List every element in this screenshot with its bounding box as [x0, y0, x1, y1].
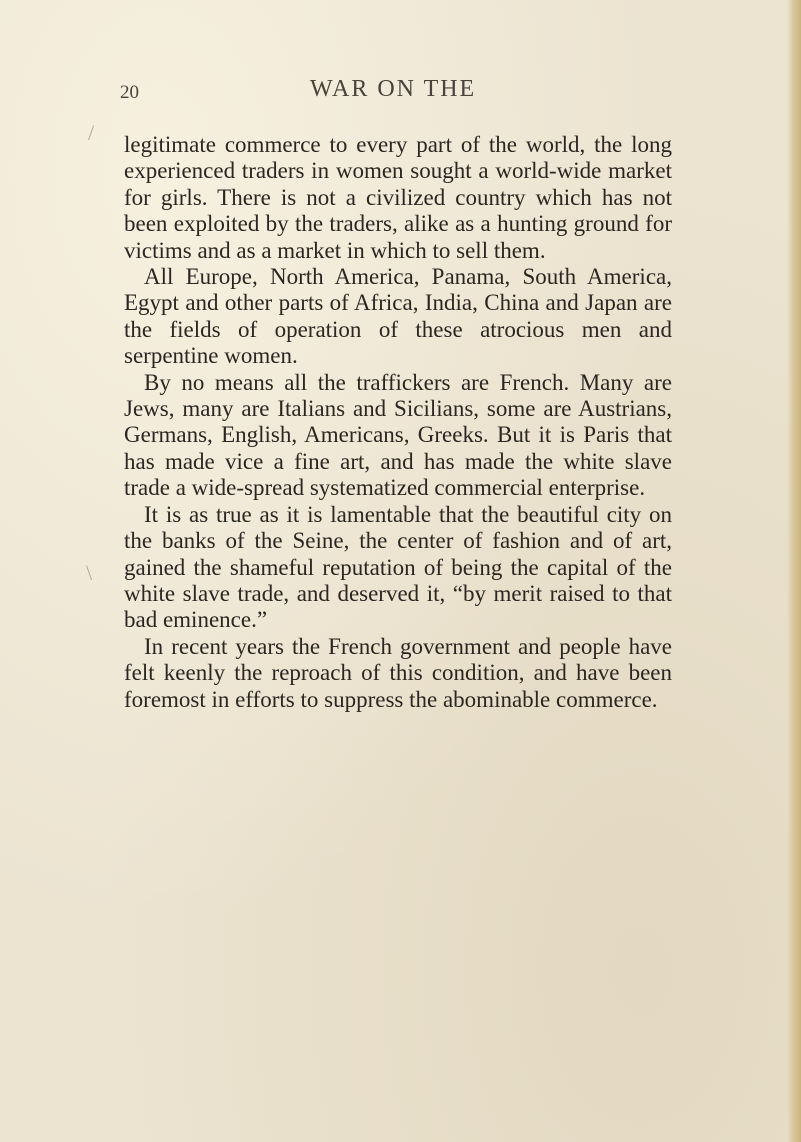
body-text — [124, 132, 672, 713]
paragraph: By no means all the traffickers are French. Many are Jews, many are Italians and Sicilians, some are Austrians, Germans, English, Americans, Greeks. But it is Paris that has made vice a fine art, and has made the white slave trade a wide-spread systematized commercial enterprise. — [124, 369, 672, 501]
page-number: 20 — [120, 82, 139, 103]
paragraph: All Europe, North America, Panama, South America, Egypt and other parts of Africa, India, China and Japan are the fields of operation of these atrocious men and serpentine women. — [124, 264, 672, 369]
paragraph: It is as true as it is lamentable that the beautiful city on the banks of the Seine, the center of fashion and of art, gained the shameful reputation of being the capital of the white slave trade, and deserved it, “by merit raised to that bad eminence.” — [124, 501, 672, 633]
paragraph: legitimate commerce to every part of the world, the long experienced traders in women sought a world-wide market for girls. There is not a civilized country which has not been exploited by the traders, alike as a hunting ground for victims and as a market in which to sell them. — [124, 132, 672, 263]
running-head: WAR ON THE — [310, 76, 477, 102]
page-header — [120, 76, 720, 112]
margin-pencil-mark: / — [88, 120, 95, 145]
paragraph: In recent years the French government and people have felt keenly the reproach of this condition, and have been foremost in efforts to suppress the abominable commerce. — [124, 633, 672, 712]
margin-pencil-mark: \ — [86, 560, 93, 585]
page-edge-shadow — [787, 0, 801, 1142]
